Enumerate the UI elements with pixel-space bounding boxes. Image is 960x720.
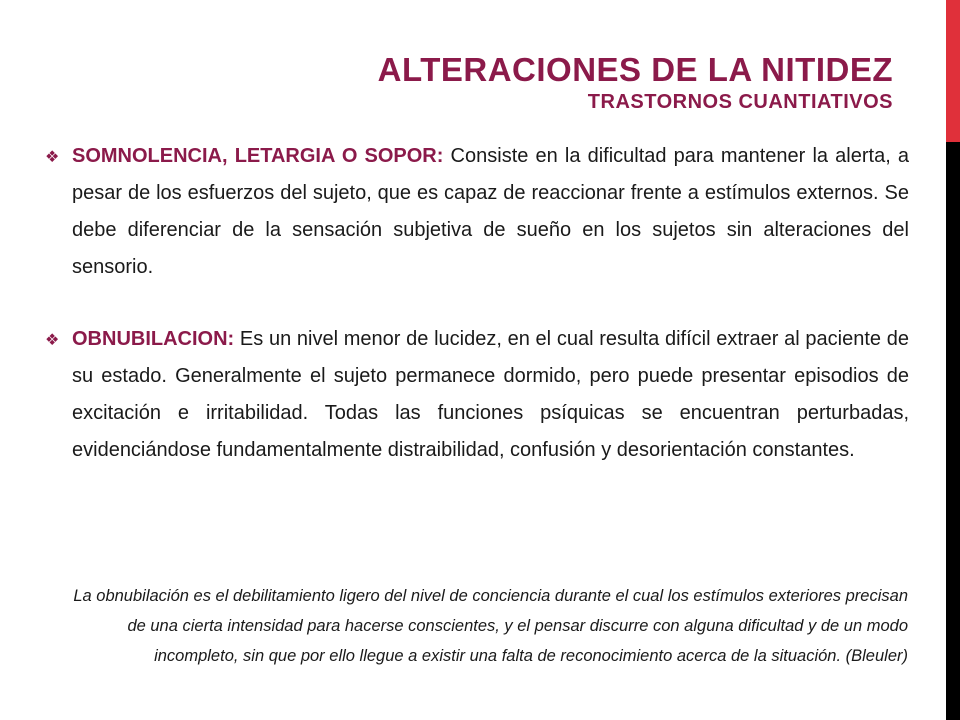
side-decoration-bar [946,0,960,720]
bullet-text [72,321,909,469]
slide-subtitle: TRASTORNOS CUANTIATIVOS [587,91,893,113]
bleuler-quote: La obnubilación es el debilitamiento ligero del nivel de conciencia durante el cual los estímulos exteriores precisan de una cierta intensidad para hacerse conscientes, y el pensar discurre con alguna dificultad y de un modo incompleto, sin que por ello llegue a existir una falta de reconocimiento acerca de la situación. (Bleuler) [73,586,908,665]
slide-title: ALTERACIONES DE LA NITIDEZ [377,51,893,88]
bullet-term: SOMNOLENCIA, LETARGIA O SOPOR: [72,145,444,167]
bullet-term: OBNUBILACION: [72,328,235,350]
diamond-bullet-icon: ❖ [45,147,60,166]
bullet-text [72,138,909,286]
diamond-bullet-icon: ❖ [45,330,60,349]
side-decoration-accent [946,0,960,142]
bullet-somnolencia [45,138,909,286]
bullet-obnubilacion [45,321,909,469]
bullet-description: Es un nivel menor de lucidez, en el cual resulta difícil extraer al paciente de su estado. Generalmente el sujeto permanece dormido, pero puede presentar episodios de excitación e irritabilidad. Todas las funciones psíquicas se encuentran perturbadas, evidenciándose fundamentalmente distraibilidad, confusión y desorientación constantes. [72,328,909,461]
bullet-description: Consiste en la dificultad para mantener la alerta, a pesar de los esfuerzos del sujeto, que es capaz de reaccionar frente a estímulos externos. Se debe diferenciar de la sensación subjetiva de sueño en los sujetos sin alteraciones del sensorio. [72,145,910,278]
